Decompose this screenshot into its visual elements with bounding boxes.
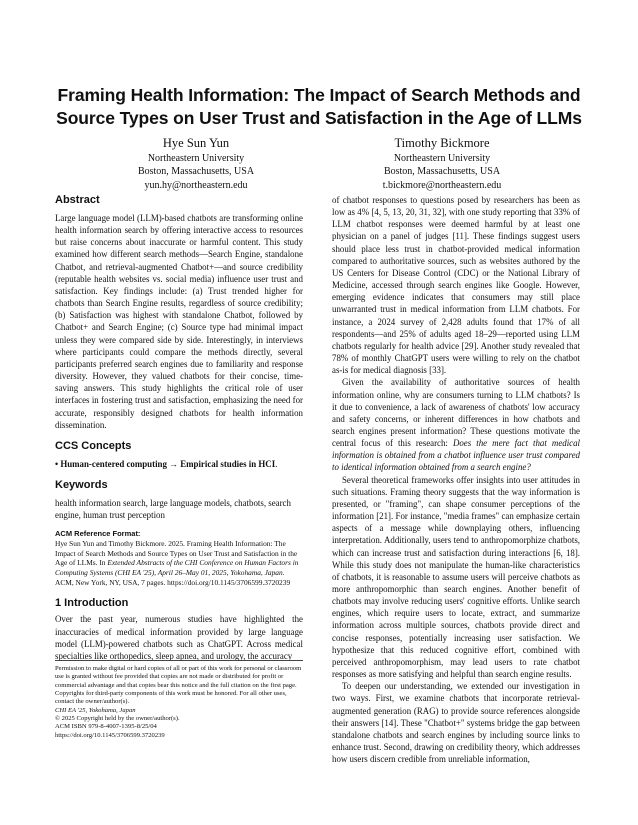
introduction-paragraph: Over the past year, numerous studies have highlighted the inaccuracies of medical information provided by large language model (LLM)-powered chatbots such as ChatGPT. Across medical specialties like orthopedics, sleep apnea, and urology, the accuracy — [55, 614, 303, 661]
paragraph-text: Given the availability of authoritative sources of health information online, why are consumers turning to LLM chatbots? Is it due to convenience, a lack of awareness of chatbots' low accuracy and safety concerns, or inherent differences in how chatbots and search engines present information? These questions motivate the central focus of this research: — [332, 377, 580, 449]
keywords-section — [55, 479, 303, 521]
abstract-heading: Abstract — [55, 194, 100, 206]
abstract-text: Large language model (LLM)-based chatbots are transforming online health information search by offering interactive access to resources but raise concerns about inaccurate or harmful content. This study examined how different search methods—Search Engine, standalone Chatbot, and retrieval-augmented Chatbot+—and source credibility (reputable health websites vs. social media) influence user trust and satisfaction. Key findings include: (a) Trust trended higher for chatbots than Search Engine results, regardless of source credibility; (b) Satisfaction was highest with standalone Chatbot, followed by Chatbot+ and Search Engine; (c) Source type had minimal impact unless they were compared side by side. Interestingly, in interviews where participants could compare the methods directly, several participants preferred search engines due to familiarity and response diversity. However, they valued chatbots for their concise, time-saving answers. This study highlights the critical role of user interfaces in fostering trust and satisfaction, emphasizing the need for accurate, responsibly designed chatbots for health information dissemination. — [55, 213, 303, 430]
reference-doi[interactable]: ACM, New York, NY, USA, 7 pages. https://doi.org/10.1145/3706599.3720239 — [55, 577, 291, 587]
keywords-heading: Keywords — [55, 478, 108, 491]
research-question: Does the mere fact that medical information is obtained from a chatbot influence user trust compared to identical information obtained from a search engine? — [332, 438, 580, 473]
author-affiliation: Northeastern University — [393, 153, 491, 164]
ccs-period: . — [275, 458, 278, 469]
reference-venue: Extended Abstracts of the CHI Conference on Human Factors in Computing Systems (CHI EA '25), April 26–May 01, 2025, Yokohama, Japan. — [55, 558, 299, 578]
ccs-section — [55, 440, 303, 470]
author-block-1 — [76, 136, 316, 192]
author-name: Hye Sun Yun — [162, 136, 230, 150]
body-paragraph — [332, 376, 580, 473]
reference-format-heading: ACM Reference Format: — [55, 529, 141, 539]
body-paragraph: of chatbot responses to questions posed by researchers has been as low as 4% [4, 5, 13, 20, 31, 32], with one study reporting that 33% of LLM chatbot responses were deemed harmful by at least one physician on a panel of judges [11]. These findings suggest users should place less trust in chatbot-provided medical information compared to authoritative sources, such as websites authored by the US Centers for Disease Control (CDC) or the National Library of Medicine, accessed through search engines like Google. However, emerging evidence indicates that consumers may still place unwarranted trust in medical information from LLM chatbots. For instance, a 2024 survey of 2,428 adults found that 17% of all respondents—and 25% of adults aged 18–29—reported using LLM chatbots regularly for health advice [29]. Another study revealed that 78% of monthly ChatGPT users were willing to rely on the chatbot as-is for medical diagnosis [33]. — [332, 195, 580, 376]
body-paragraph: Several theoretical frameworks offer insights into user attitudes in such situations. Framing theory suggests that the way information is presented, or "framing", can shape consumer perceptions of the information [21]. For instance, "media frames" can emphasize certain aspects of a message while downplaying others, influencing interpretation. Additionally, users tend to anthropomorphize chatbots, which can increase trust and satisfaction during interactions [6, 18]. While this study does not manipulate the human-like characteristics of chatbots, it is reasonable to assume users will perceive chatbots as more anthropomorphic than search engines. Another benefit of chatbots may involve reducing users' cognitive efforts. Unlike search engines, which require users to locate, extract, and summarize information across multiple sources, chatbots provide direct and concise responses, potentially increasing user satisfaction. We hypothesize that this reduced cognitive effort, combined with perceived anthropomorphism, may lead users to rate chatbot responses as more satisfying and helpful than search engine results. — [332, 474, 580, 680]
footer-venue: CHI EA '25, Yokohama, Japan — [55, 706, 136, 714]
author-affiliation: Northeastern University — [147, 153, 245, 164]
reference-authors: Hye Sun Yun and Timothy Bickmore. 2025. Framing Health Information: The Impact of Search Methods and Source Types on User Trust and Satisfaction in the Age of LLMs. In — [55, 539, 298, 568]
footer-doi[interactable]: https://doi.org/10.1145/3706599.3720239 — [55, 731, 165, 739]
reference-format-text — [55, 539, 303, 587]
author-email[interactable]: t.bickmore@northeastern.edu — [382, 179, 502, 191]
right-column — [332, 194, 580, 765]
footer-copyright: © 2025 Copyright held by the owner/author(s). — [55, 715, 180, 723]
keywords-text: health information search, large language models, chatbots, search engine, human trust perception — [55, 497, 291, 521]
author-location: Boston, Massachusetts, USA — [137, 166, 255, 178]
body-paragraph: To deepen our understanding, we extended our investigation in two ways. First, we examine chatbots that incorporate retrieval-augmented generation (RAG) to provide source references alongside their answers [14]. These "Chatbot+" systems bridge the gap between standalone chatbots and search engines by including source links to enhance trust. Second, drawing on credibility theory, which addresses how users discern credible from unreliable information, — [332, 681, 580, 765]
copyright-footer — [55, 660, 303, 740]
ccs-text — [55, 458, 303, 470]
author-location: Boston, Massachusetts, USA — [383, 166, 501, 178]
left-column — [55, 194, 303, 662]
footer-isbn: ACM ISBN 979-8-4007-1395-8/25/04 — [55, 723, 157, 731]
permission-notice: Permission to make digital or hard copies of all or part of this work for personal or classroom use is granted without fee provided that copies are not made or distributed for profit or commercial advantage and that copies bear this notice and the full citation on the first page. Copyrights for third-party components of this work must be honored. For all other uses, contact the owner/author(s). — [55, 665, 302, 706]
ccs-heading: CCS Concepts — [55, 439, 132, 452]
author-block-2 — [322, 136, 562, 192]
ccs-concept: • Human-centered computing → Empirical studies in HCI — [55, 458, 276, 469]
author-name: Timothy Bickmore — [394, 136, 490, 150]
author-email[interactable]: yun.hy@northeastern.edu — [144, 179, 248, 191]
paper-title: Framing Health Information: The Impact of Search Methods and Source Types on User Trust and Satisfaction in the Age of LLMs — [56, 85, 582, 128]
introduction-heading: 1 Introduction — [55, 597, 129, 610]
